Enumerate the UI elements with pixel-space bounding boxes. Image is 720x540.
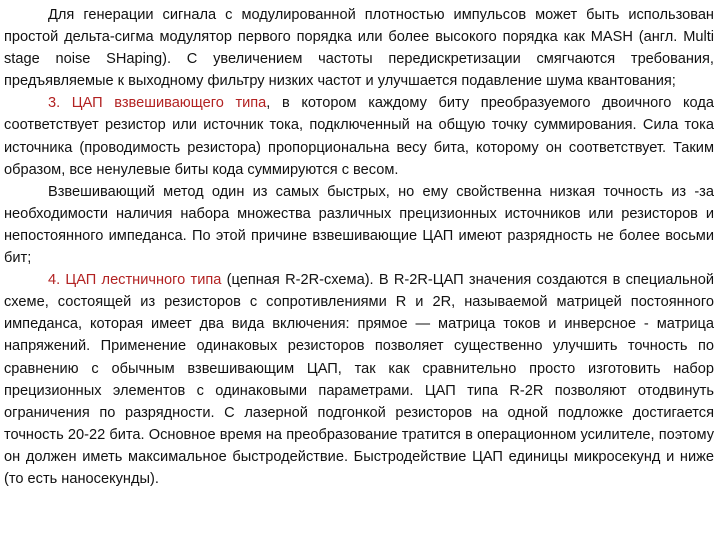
paragraph-pdm-mash-text: Для генерации сигнала с модулированной плотностью импульсов может быть использован простой дельта-сигма модулятор первого порядка или более высокого порядка как MASH (англ. Multi stage noise SHaping). С увеличением частоты передискретизации смягчаются требования, предъявляемые к выходному фильтру низких частот и улучшается подавление шума квантования; bbox=[4, 7, 714, 90]
weighted-dac-text: , в котором каждому биту преобразуемого двоичного кода соответствует резистор или источник тока, подключенный на общую точку суммирования. Сила тока источника (проводимость резистора) пропорциональна весу бита, которому он соответствует. Таким образом, все ненулевые биты кода суммируются с весом. bbox=[4, 95, 714, 178]
ladder-dac-text: (цепная R-2R-схема). В R-2R-ЦАП значения создаются в специальной схеме, состоящей из резисторов с сопротивлениями R и 2R, называемой матрицей постоянного импеданса, которая имеет два вида включения: прямое — матрица токов и инверсное - матрица напряжений. Применение одинаковых резисторов позволяет существенно улучшить точность по сравнению с обычным взвешивающим ЦАП, так как сравнительно просто изготовить набор прецизионных элементов с одинаковыми параметрами. ЦАП типа R-2R позволяют отодвинуть ограничения по разрядности. С лазерной подгонкой резисторов на одной подложке достигается точность 20-22 бита. Основное время на преобразование тратится в операционном усилителе, поэтому он должен иметь максимальное быстродействие. Быстродействие ЦАП единицы микросекунд и ниже (то есть наносекунды). bbox=[4, 272, 714, 487]
ladder-dac-heading: 4. ЦАП лестничного типа bbox=[48, 272, 222, 289]
paragraph-weighted-dac bbox=[4, 92, 714, 180]
paragraph-weighted-method bbox=[4, 181, 714, 269]
weighted-method-text: Взвешивающий метод один из самых быстрых, но ему свойственна низкая точность из -за необходимости наличия набора множества различных прецизионных источников или резисторов и непостоянного импеданса. По этой причине взвешивающие ЦАП имеют разрядность не более восьми бит; bbox=[4, 183, 714, 267]
paragraph-pdm-mash bbox=[4, 4, 714, 92]
paragraph-ladder-dac bbox=[4, 269, 714, 490]
weighted-dac-heading: 3. ЦАП взвешивающего типа bbox=[48, 95, 267, 112]
